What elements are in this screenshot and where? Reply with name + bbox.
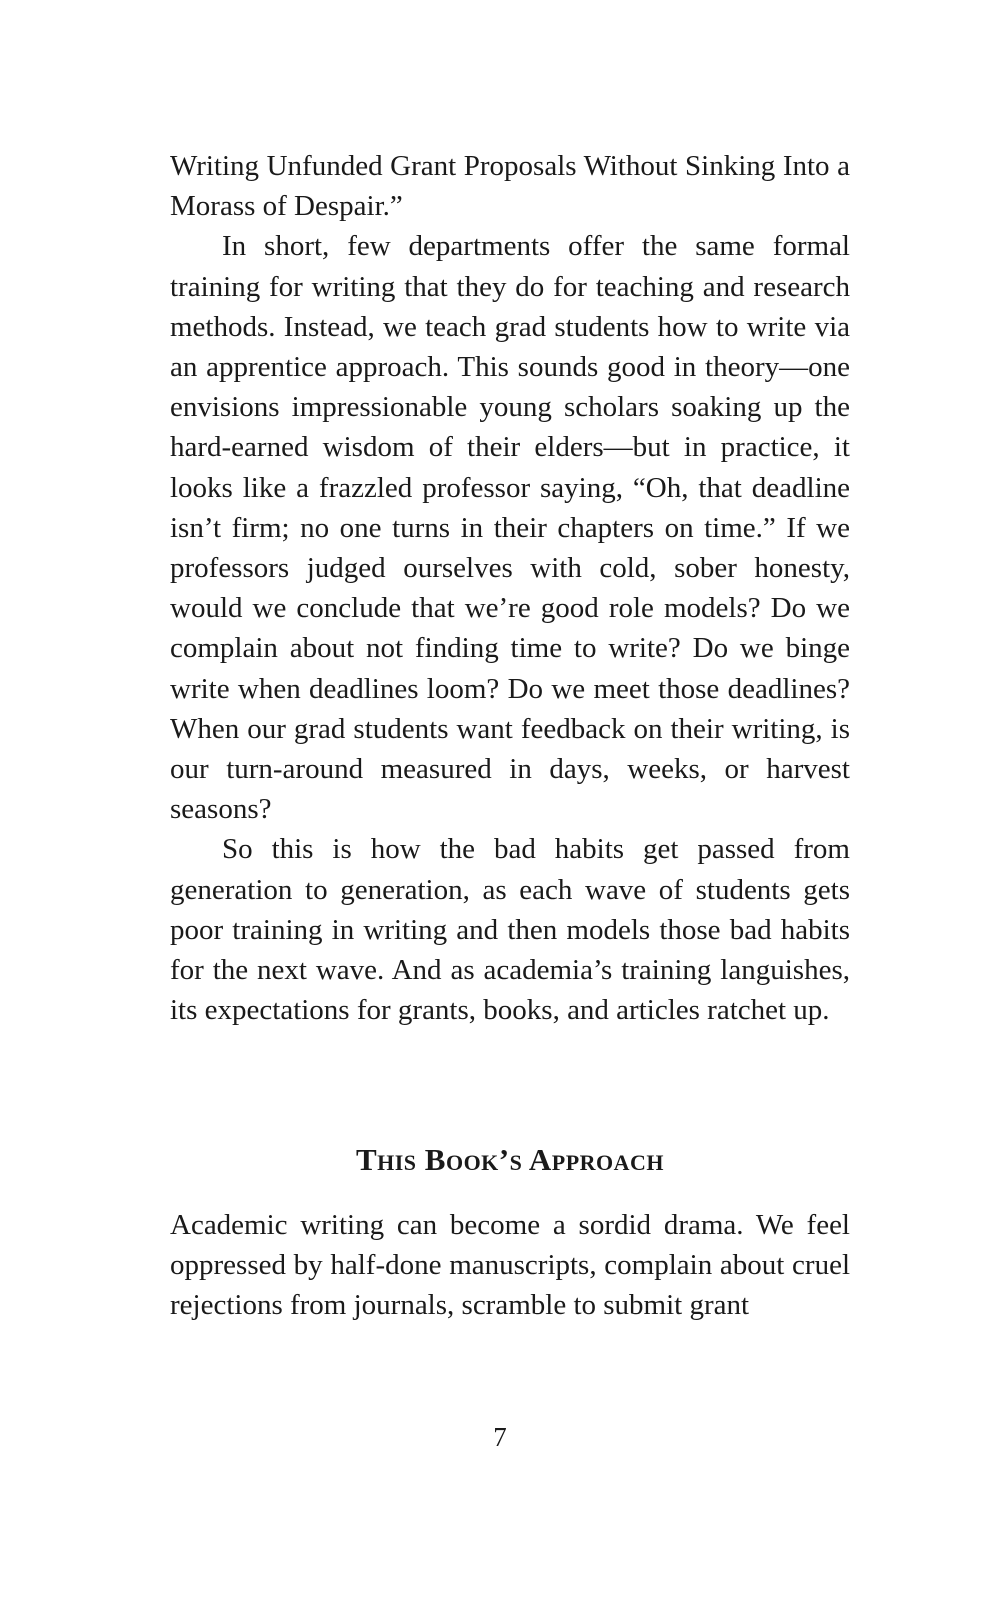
paragraph-continuation: Writing Unfunded Grant Proposals Without Sinking Into a Morass of Despair.” [170,150,850,223]
paragraph-apprentice-approach: In short, few departments offer the same formal training for writing that they do for teaching and research methods. Instead, we teach grad students how to write via an apprentice approach. This sounds good in theory—one envisions impressionable young scholars soaking up the hard-earned wisdom of their elders—but in practice, it looks like a frazzled professor saying, “Oh, that deadline isn’t firm; no one turns in their chapters on time.” If we professors judged ourselves with cold, sober honesty, would we conclude that we’re good role models? Do we complain about not finding time to write? Do we binge write when deadlines loom? Do we meet those deadlines? When our grad students want feedback on their writing, is our turn-around measured in days, weeks, or harvest seasons? [170,230,850,826]
section-heading: This Book’s Approach [355,1142,665,1177]
body-text-top [170,146,850,1030]
paragraph-bad-habits: So this is how the bad habits get passed from generation to generation, as each wave of students gets poor training in writing and then models those bad habits for the next wave. And as academia’s training languishes, its expectations for grants, books, and articles ratchet up. [170,833,850,1027]
paragraph-academic-drama: Academic writing can become a sordid drama. We feel oppressed by half-done manuscripts, complain about cruel rejections from journals, scramble to submit grant [170,1209,850,1322]
body-text-bottom [170,1205,850,1326]
page-number: 7 [493,1422,507,1452]
